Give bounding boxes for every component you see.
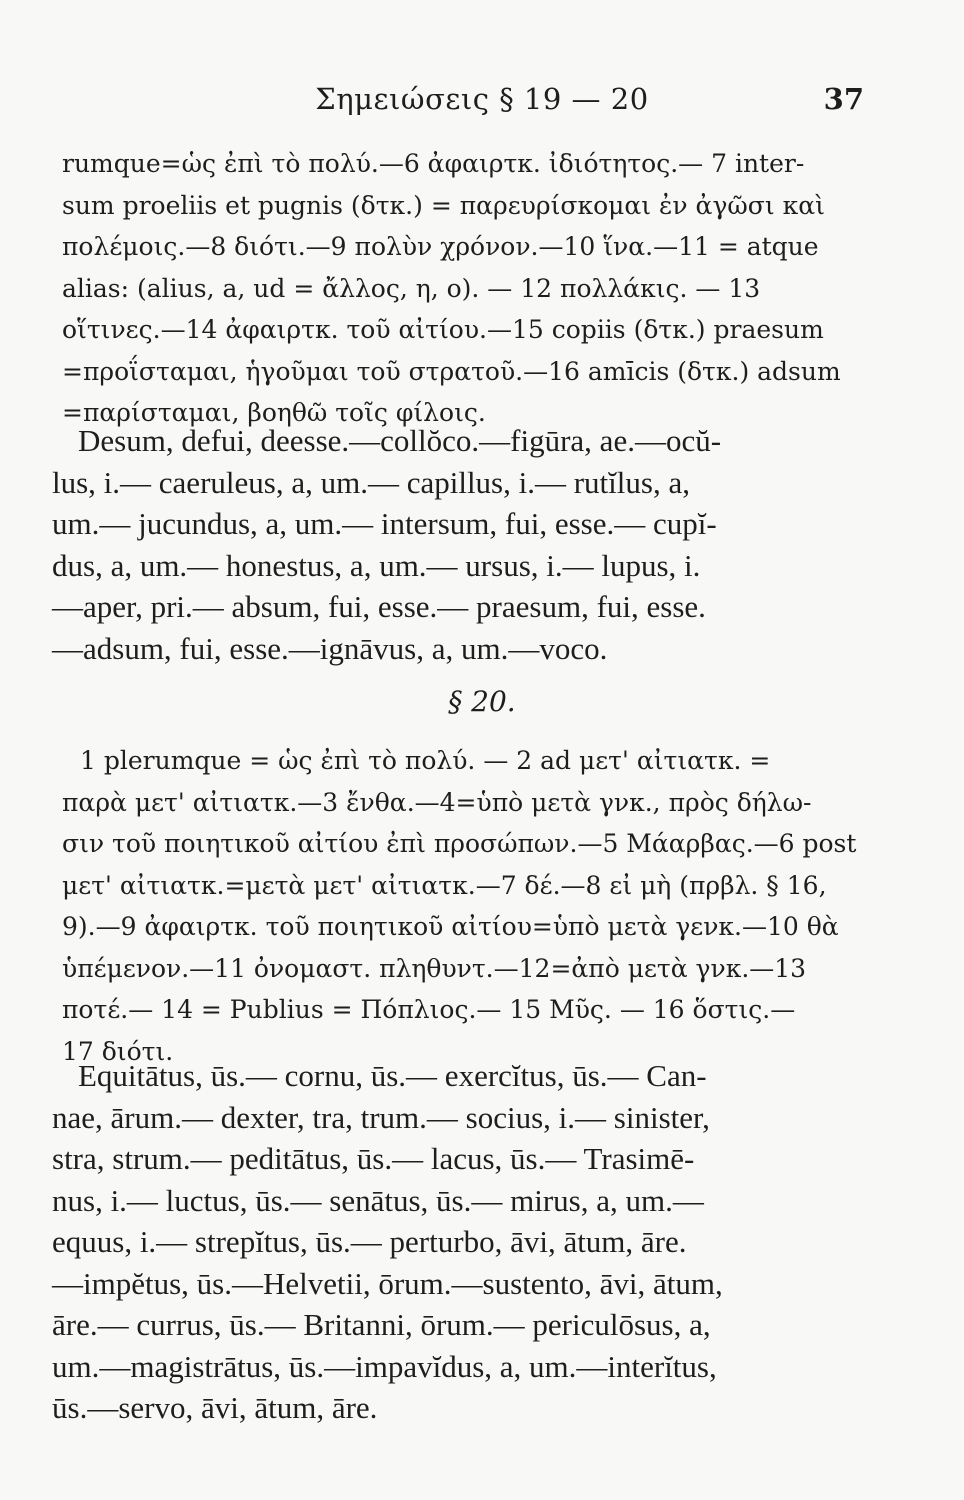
note-line: alias: (alius, a, ud = ἄλλος, η, ο). — 12 πολλάκις. — 13 (62, 273, 761, 303)
vocab-line: āre.— currus, ūs.— Britanni, ōrum.— periculōsus, a, (52, 1307, 711, 1342)
vocabulary-section-20 (52, 1055, 852, 1429)
notes-section-20 (62, 740, 857, 1072)
note-line: σιν τοῦ ποιητικοῦ αἰτίου ἐπὶ προσώπων.—5 Μάαρβας.—6 post (62, 829, 857, 858)
vocab-line: —aper, pri.— absum, fui, esse.— praesum, fui, esse. (52, 589, 706, 624)
vocab-line: —adsum, fui, esse.—ignāvus, a, um.—voco. (52, 630, 608, 666)
vocabulary-section-19 (52, 420, 852, 669)
section-heading: § 20. (448, 685, 516, 718)
note-line: ποτέ.— 14 = Publius = Πόπλιος.— 15 Μῦς. — 16 ὅστις.— (62, 995, 796, 1024)
vocab-line: Equitātus, ūs.— cornu, ūs.— exercĭtus, ūs.— Can- (78, 1058, 707, 1093)
note-line: 17 διότι. (62, 1036, 174, 1066)
note-line: οἵτινες.—14 ἀφαιρτκ. τοῦ αἰτίου.—15 copiis (δτκ.) praesum (62, 315, 824, 344)
vocab-line: —impĕtus, ūs.—Helvetii, ōrum.—sustento, āvi, ātum, (52, 1265, 723, 1301)
note-line: 9).—9 ἀφαιρτκ. τοῦ ποιητικοῦ αἰτίου=ὑπὸ μετὰ γενκ.—10 θὰ (62, 912, 839, 941)
note-line: παρὰ μετ' αἰτιατκ.—3 ἔνθα.—4=ὑπὸ μετὰ γνκ., πρὸς δήλω- (62, 787, 812, 817)
vocab-line: ūs.—servo, āvi, ātum, āre. (52, 1390, 378, 1425)
vocab-line: um.— jucundus, a, um.— intersum, fui, esse.— cupĭ- (52, 506, 717, 541)
note-line: =προΐσταμαι, ἡγοῦμαι τοῦ στρατοῦ.—16 amīcis (δτκ.) adsum (62, 356, 841, 386)
note-line: rumque=ὡς ἐπὶ τὸ πολύ.—6 ἀφαιρτκ. ἰδιότητος.— 7 inter- (62, 149, 805, 178)
vocab-line: nus, i.— luctus, ūs.— senātus, ūs.— mirus, a, um.— (52, 1182, 704, 1218)
vocab-line: dus, a, um.— honestus, a, um.— ursus, i.— lupus, i. (52, 547, 701, 583)
vocab-line: nae, ārum.— dexter, tra, trum.— socius, i.— sinister, (52, 1099, 710, 1135)
vocab-line: stra, strum.— peditātus, ūs.— lacus, ūs.— Trasimē- (52, 1141, 695, 1176)
notes-section-19 (62, 143, 842, 434)
vocab-line: lus, i.— caeruleus, a, um.— capillus, i.— rutĭlus, a, (52, 464, 690, 500)
note-line: μετ' αἰτιατκ.=μετὰ μετ' αἰτιατκ.—7 δέ.—8 εἰ μὴ (πρβλ. § 16, (62, 870, 827, 900)
note-line: ὑπέμενον.—11 ὀνομαστ. πληθυντ.—12=ἀπὸ μετὰ γνκ.—13 (62, 953, 807, 983)
vocab-line: equus, i.— strepĭtus, ūs.— perturbo, āvi, ātum, āre. (52, 1224, 687, 1259)
note-line: =παρίσταμαι, βοηθῶ τοῖς φίλοις. (62, 398, 486, 427)
note-line: 1 plerumque = ὡς ἐπὶ τὸ πολύ. — 2 ad μετ' αἰτιατκ. = (80, 746, 771, 775)
note-line: πολέμοις.—8 διότι.—9 πολὺν χρόνον.—10 ἵνα.—11 = atque (62, 232, 819, 261)
page-number: 37 (823, 82, 864, 116)
vocab-line: Desum, defui, deesse.—collŏco.—figūra, ae.—ocŭ- (78, 423, 722, 458)
note-line: sum proeliis et pugnis (δτκ.) = παρευρίσκομαι ἐν ἀγῶσι καὶ (62, 190, 825, 220)
vocab-line: um.—magistrātus, ūs.—impavĭdus, a, um.—interĭtus, (52, 1348, 717, 1384)
running-header: Σημειώσεις § 19 — 20 (315, 82, 649, 116)
